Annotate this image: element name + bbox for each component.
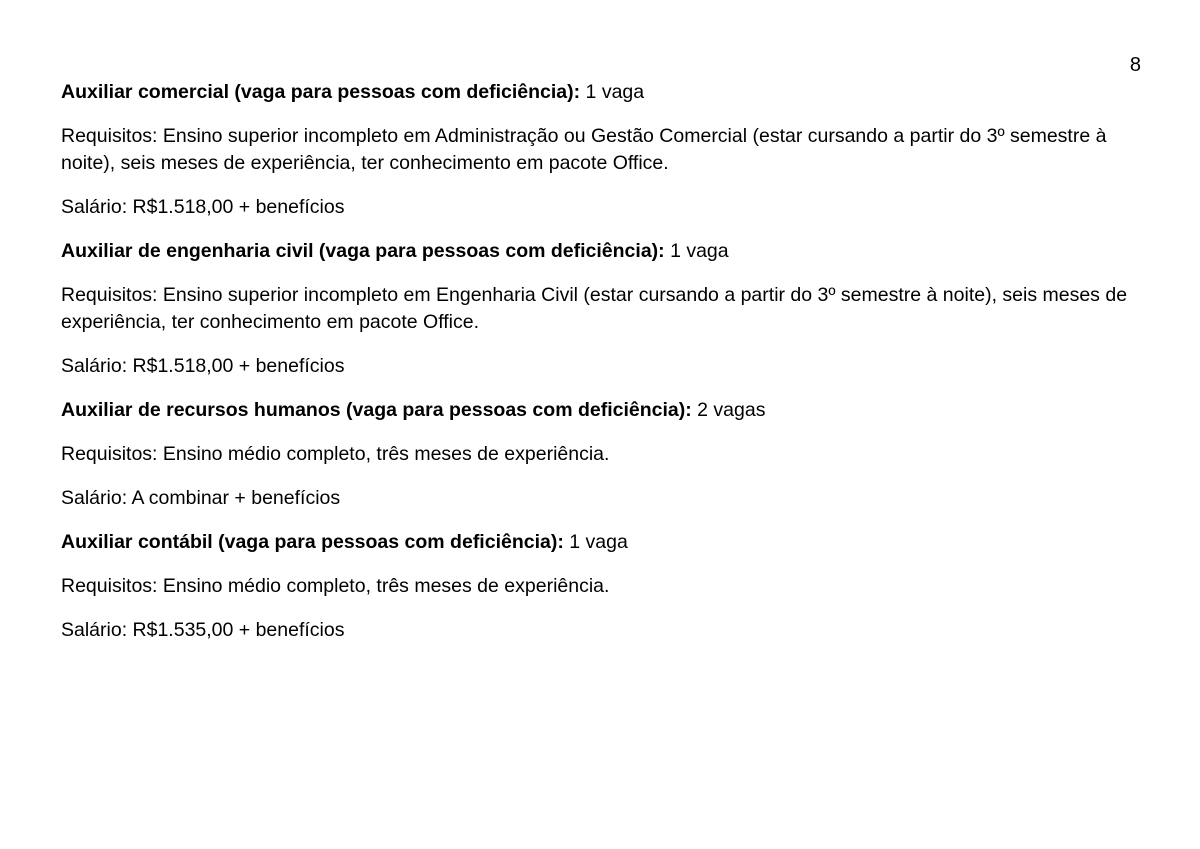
job-heading bbox=[61, 79, 1151, 106]
job-salary: Salário: R$1.518,00 + benefícios bbox=[61, 355, 345, 377]
job-listing-auxiliar-engenharia-civil bbox=[61, 238, 1151, 380]
page-number: 8 bbox=[1129, 54, 1141, 76]
job-openings: 1 vaga bbox=[580, 81, 645, 103]
job-requirements: Requisitos: Ensino médio completo, três meses de experiência. bbox=[61, 575, 610, 597]
job-listing-auxiliar-recursos-humanos bbox=[61, 397, 1151, 512]
job-title: Auxiliar de recursos humanos (vaga para pessoas com deficiência): bbox=[61, 399, 692, 421]
job-listing-auxiliar-comercial bbox=[61, 79, 1151, 221]
job-listings bbox=[61, 79, 1151, 661]
job-heading bbox=[61, 397, 1151, 424]
job-heading bbox=[61, 529, 1151, 556]
job-title: Auxiliar comercial (vaga para pessoas com deficiência): bbox=[61, 81, 581, 103]
job-listing-auxiliar-contabil bbox=[61, 529, 1151, 644]
job-openings: 1 vaga bbox=[664, 240, 729, 262]
job-salary: Salário: R$1.535,00 + benefícios bbox=[61, 619, 345, 641]
job-salary: Salário: A combinar + benefícios bbox=[61, 487, 341, 509]
job-requirements: Requisitos: Ensino superior incompleto em Engenharia Civil (estar cursando a partir do 3º semestre à noite), seis meses de experiência, ter conhecimento em pacote Office. bbox=[61, 284, 1128, 333]
job-salary: Salário: R$1.518,00 + benefícios bbox=[61, 196, 345, 218]
job-title: Auxiliar contábil (vaga para pessoas com deficiência): bbox=[61, 531, 564, 553]
job-heading bbox=[61, 238, 1151, 265]
job-requirements: Requisitos: Ensino superior incompleto em Administração ou Gestão Comercial (estar cursando a partir do 3º semestre à noite), seis meses de experiência, ter conhecimento em pacote Office. bbox=[61, 125, 1107, 174]
job-openings: 1 vaga bbox=[563, 531, 628, 553]
job-requirements: Requisitos: Ensino médio completo, três meses de experiência. bbox=[61, 443, 610, 465]
job-openings: 2 vagas bbox=[691, 399, 766, 421]
job-title: Auxiliar de engenharia civil (vaga para pessoas com deficiência): bbox=[61, 240, 665, 262]
